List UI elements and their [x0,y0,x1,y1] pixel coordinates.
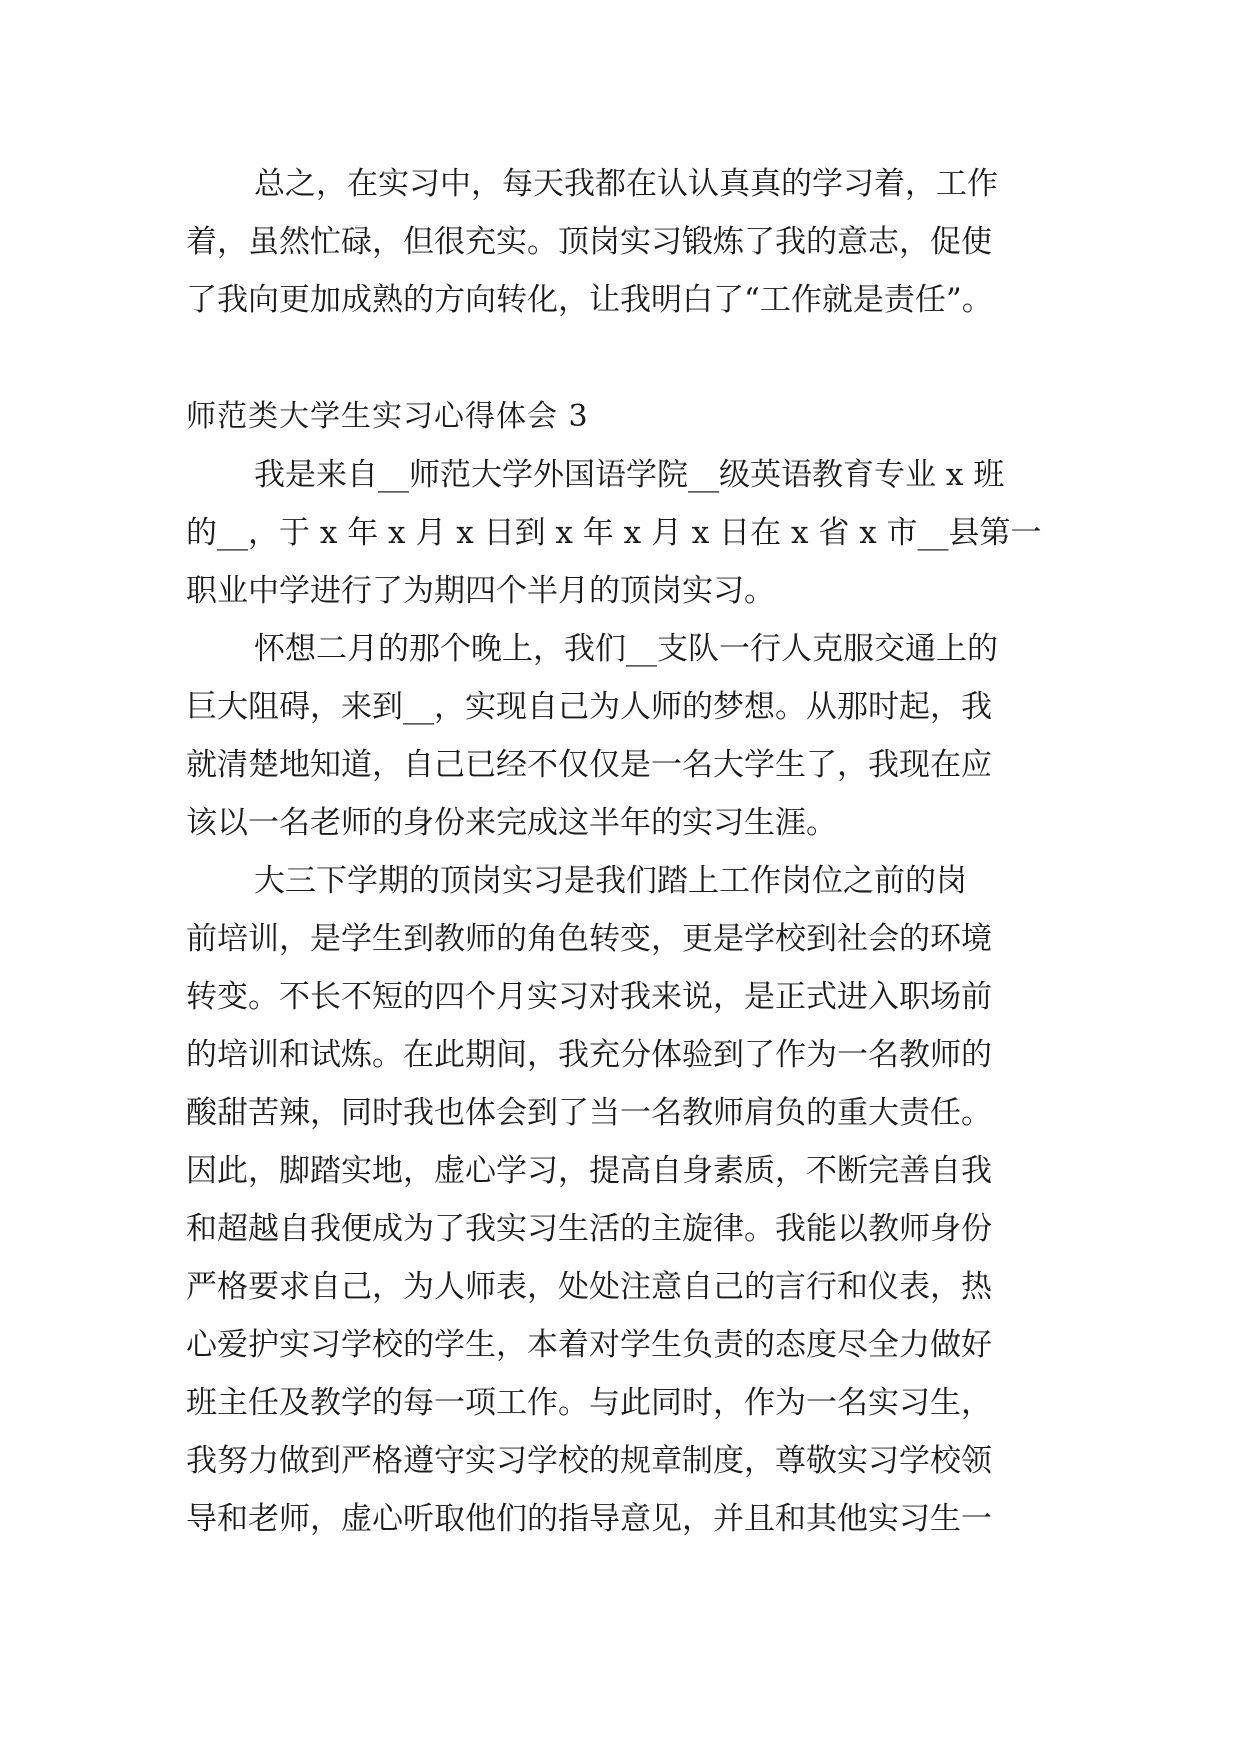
paragraph-4-line-8: 严格要求自己，为人师表，处处注意自己的言行和仪表，热 [186,1269,992,1305]
paragraph-4-line-9: 心爱护实习学校的学生，本着对学生负责的态度尽全力做好 [186,1327,992,1363]
paragraph-1-line-3: 了我向更加成熟的方向转化，让我明白了“工作就是责任”。 [186,282,993,318]
paragraph-1-line-1: 总之，在实习中，每天我都在认认真真的学习着，工作 [254,166,998,202]
paragraph-4-line-11: 我努力做到严格遵守实习学校的规章制度，尊敬实习学校领 [186,1443,992,1479]
paragraph-4-line-4: 的培训和试炼。在此期间，我充分体验到了作为一名教师的 [186,1037,992,1073]
paragraph-3-line-1: 怀想二月的那个晚上，我们__支队一行人克服交通上的 [254,631,998,667]
paragraph-1-line-2: 着，虽然忙碌，但很充实。顶岗实习锻炼了我的意志，促使 [186,224,992,260]
paragraph-2-line-2: 的__，于 x 年 x 月 x 日到 x 年 x 月 x 日在 x 省 x 市__县第一 [186,515,1042,551]
paragraph-4-line-10: 班主任及教学的每一项工作。与此同时，作为一名实习生， [186,1385,992,1421]
paragraph-4-line-5: 酸甜苦辣，同时我也体会到了当一名教师肩负的重大责任。 [186,1095,992,1131]
paragraph-4-line-6: 因此，脚踏实地，虚心学习，提高自身素质，不断完善自我 [186,1153,992,1189]
paragraph-4-line-1: 大三下学期的顶岗实习是我们踏上工作岗位之前的岗 [254,863,967,899]
paragraph-4-line-3: 转变。不长不短的四个月实习对我来说，是正式进入职场前 [186,979,992,1015]
paragraph-2-line-1: 我是来自__师范大学外国语学院__级英语教育专业 x 班 [254,457,1005,493]
paragraph-3-line-2: 巨大阻碍，来到__，实现自己为人师的梦想。从那时起，我 [186,689,992,725]
paragraph-4-line-12: 导和老师，虚心听取他们的指导意见，并且和其他实习生一 [186,1501,992,1537]
paragraph-4-line-7: 和超越自我便成为了我实习生活的主旋律。我能以教师身份 [186,1211,992,1247]
paragraph-3-line-4: 该以一名老师的身份来完成这半年的实习生涯。 [186,805,837,841]
paragraph-3-line-3: 就清楚地知道，自己已经不仅仅是一名大学生了，我现在应 [186,747,992,783]
paragraph-4-line-2: 前培训，是学生到教师的角色转变，更是学校到社会的环境 [186,921,992,957]
paragraph-2-line-3: 职业中学进行了为期四个半月的顶岗实习。 [186,573,775,609]
section-title: 师范类大学生实习心得体会 3 [186,399,589,434]
